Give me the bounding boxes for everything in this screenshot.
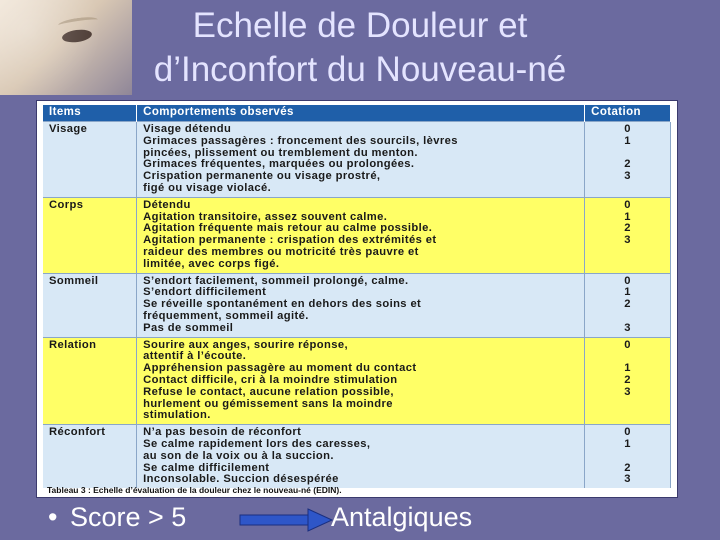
- behaviour-line: Agitation transitoire, assez souvent calme.: [143, 210, 388, 223]
- row-behaviours: [137, 273, 585, 337]
- row-item: Corps: [43, 197, 137, 273]
- behaviour-line: Inconsolable. Succion désespérée: [143, 473, 339, 486]
- row-scores: [585, 337, 671, 425]
- score-value: [591, 311, 664, 323]
- row-item: Sommeil: [43, 273, 137, 337]
- table-row: [43, 337, 671, 425]
- score-value: 2: [624, 298, 631, 311]
- score-value: [591, 451, 664, 463]
- slide-title: [110, 4, 610, 92]
- header-behaviours: Comportements observés: [137, 105, 585, 122]
- row-behaviours: [137, 197, 585, 273]
- table-row: [43, 273, 671, 337]
- behaviour-line: Sourire aux anges, sourire réponse,: [143, 338, 349, 351]
- score-value: 2: [624, 373, 631, 386]
- behaviour-line: Visage détendu: [143, 123, 232, 135]
- row-scores: [585, 425, 671, 488]
- behaviour-line: Crispation permanente ou visage prostré,: [143, 170, 381, 183]
- behaviour-line: S’endort difficilement: [143, 286, 267, 299]
- behaviour-line: Se réveille spontanément en dehors des soins et: [143, 298, 422, 311]
- score-value: 3: [624, 385, 631, 398]
- score-value: [591, 247, 664, 259]
- score-value: 1: [624, 210, 631, 223]
- score-value: 0: [624, 274, 631, 287]
- behaviour-line: Détendu: [143, 198, 191, 211]
- row-item: Réconfort: [43, 425, 137, 488]
- behaviour-line: S’endort facilement, sommeil prolongé, calme.: [143, 274, 409, 287]
- row-item: Visage: [43, 122, 137, 198]
- behaviour-line: limitée, avec corps figé.: [143, 257, 280, 270]
- table-header-row: [43, 105, 671, 122]
- behaviour-line: hurlement ou gémissement sans la moindre: [143, 397, 393, 410]
- behaviour-line: Pas de sommeil: [143, 321, 234, 334]
- behaviour-line: stimulation.: [143, 409, 211, 422]
- behaviour-line: pincées, plissement ou tremblement du menton.: [143, 146, 418, 159]
- bullet: •: [48, 502, 58, 532]
- behaviour-line: attentif à l’écoute.: [143, 350, 247, 363]
- behaviour-line: Se calme rapidement lors des caresses,: [143, 437, 371, 450]
- score-value: 2: [624, 222, 631, 235]
- score-value: 0: [624, 338, 631, 351]
- behaviour-line: Agitation fréquente mais retour au calme possible.: [143, 222, 433, 235]
- behaviour-line: au son de la voix ou à la succion.: [143, 449, 334, 462]
- row-scores: [585, 273, 671, 337]
- score-value: [591, 183, 664, 195]
- behaviour-line: Grimaces passagères : froncement des sourcils, lèvres: [143, 134, 458, 147]
- behaviour-line: Agitation permanente : crispation des extrémités et: [143, 234, 437, 247]
- row-behaviours: [137, 425, 585, 488]
- table-caption: Tableau 3 : Echelle d’évaluation de la douleur chez le nouveau-né (EDIN).: [47, 485, 342, 495]
- score-value: 2: [624, 158, 631, 171]
- score-value: 3: [624, 321, 631, 334]
- behaviour-line: Contact difficile, cri à la moindre stimulation: [143, 373, 398, 386]
- score-value: 3: [624, 473, 631, 486]
- conclusion-line: [48, 500, 708, 536]
- score-value: 3: [624, 170, 631, 183]
- behaviour-line: fréquemment, sommeil agité.: [143, 309, 309, 322]
- behaviour-line: N’a pas besoin de réconfort: [143, 426, 302, 439]
- table-body: [43, 122, 671, 489]
- title-line-1: Echelle de Douleur et: [192, 6, 528, 45]
- score-value: 1: [624, 362, 631, 375]
- header-items: Items: [43, 105, 137, 122]
- behaviour-line: raideur des membres ou motricité très pauvre et: [143, 245, 419, 258]
- behaviour-line: Appréhension passagère au moment du contact: [143, 362, 417, 375]
- score-value: 0: [624, 426, 631, 439]
- score-value: 2: [624, 461, 631, 474]
- table-row: [43, 122, 671, 198]
- row-behaviours: [137, 122, 585, 198]
- score-value: 1: [624, 437, 631, 450]
- row-behaviours: [137, 337, 585, 425]
- score-value: 1: [624, 286, 631, 299]
- row-item: Relation: [43, 337, 137, 425]
- behaviour-line: Se calme difficilement: [143, 461, 270, 474]
- behaviour-line: figé ou visage violacé.: [143, 181, 272, 194]
- behaviour-line: Refuse le contact, aucune relation possible,: [143, 385, 394, 398]
- table-row: [43, 197, 671, 273]
- result-analgesics: Antalgiques: [331, 502, 473, 532]
- score-threshold: Score > 5: [70, 502, 187, 532]
- right-arrow-icon: [238, 508, 334, 532]
- header-score: Cotation: [585, 105, 671, 122]
- edin-table-panel: [36, 100, 678, 498]
- table-row: [43, 425, 671, 488]
- score-value: [591, 259, 664, 271]
- score-value: 1: [624, 134, 631, 147]
- score-value: 0: [624, 198, 631, 211]
- score-value: 3: [624, 234, 631, 247]
- title-line-2: d’Inconfort du Nouveau-né: [153, 50, 567, 89]
- row-scores: [585, 122, 671, 198]
- row-scores: [585, 197, 671, 273]
- behaviour-line: Grimaces fréquentes, marquées ou prolongées.: [143, 158, 415, 171]
- score-value: [591, 410, 664, 422]
- edin-table: [43, 105, 671, 488]
- score-value: 0: [624, 123, 631, 135]
